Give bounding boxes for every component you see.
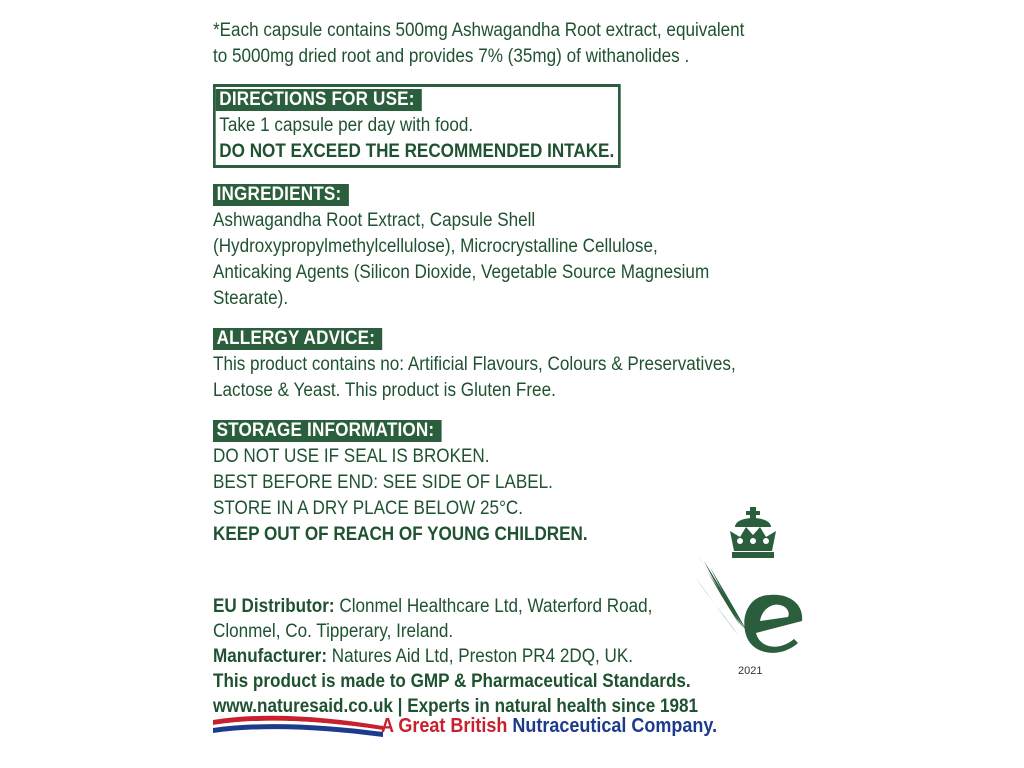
directions-box (213, 84, 621, 168)
eu-distributor-line-2: Clonmel, Co. Tipperary, Ireland. (213, 621, 454, 642)
ingredients-line-2: (Hydroxypropylmethylcellulose), Microcrystalline Cellulose, (213, 236, 658, 257)
manufacturer-value: Natures Aid Ltd, Preston PR4 2DQ, UK. (327, 646, 634, 667)
winged-e-icon (690, 555, 820, 670)
storage-heading: STORAGE INFORMATION: (213, 420, 441, 442)
allergy-heading: ALLERGY ADVICE: (213, 328, 382, 350)
storage-line-2: BEST BEFORE END: SEE SIDE OF LABEL. (213, 472, 553, 493)
storage-section (213, 418, 753, 548)
gmp-statement: This product is made to GMP & Pharmaceutical Standards. (213, 671, 691, 692)
storage-warning: KEEP OUT OF REACH OF YOUNG CHILDREN. (213, 524, 588, 545)
allergy-line-1: This product contains no: Artificial Flavours, Colours & Preservatives, (213, 354, 736, 375)
eu-distributor-label: EU Distributor: (213, 596, 335, 617)
storage-line-1: DO NOT USE IF SEAL IS BROKEN. (213, 446, 490, 467)
directions-warning: DO NOT EXCEED THE RECOMMENDED INTAKE. (219, 141, 615, 162)
manufacturer-line (213, 644, 753, 669)
allergy-line-2: Lactose & Yeast. This product is Gluten Free. (213, 380, 556, 401)
directions-heading: DIRECTIONS FOR USE: (216, 89, 422, 111)
label-text-block (213, 18, 753, 719)
tagline-great-british: A Great British (381, 715, 513, 737)
tagline (213, 714, 773, 742)
company-footer (213, 594, 753, 719)
intro-line-2: to 5000mg dried root and provides 7% (35mg) of withanolides . (213, 46, 690, 67)
tagline-text (381, 715, 717, 738)
eu-distributor-value: Clonmel Healthcare Ltd, Waterford Road, (334, 596, 653, 617)
website-line: www.naturesaid.co.uk | Experts in natural health since 1981 (213, 696, 699, 717)
ingredients-line-3: Anticaking Agents (Silicon Dioxide, Vegetable Source Magnesium (213, 262, 710, 283)
award-year: 2021 (738, 665, 763, 677)
capsule-contents (213, 18, 753, 70)
ingredients-heading: INGREDIENTS: (213, 184, 349, 206)
directions-line-1: Take 1 capsule per day with food. (219, 115, 474, 136)
eu-distributor-line-1 (213, 594, 753, 619)
ingredients-line-1: Ashwagandha Root Extract, Capsule Shell (213, 210, 536, 231)
intro-line-1: *Each capsule contains 500mg Ashwagandha Root extract, equivalent (213, 20, 745, 41)
allergy-section (213, 326, 753, 404)
ingredients-section (213, 182, 753, 312)
tagline-nutraceutical: Nutraceutical Company. (512, 715, 718, 737)
queens-award-emblem (690, 505, 820, 685)
union-flag-swoosh-icon (213, 714, 383, 742)
ingredients-line-4: Stearate). (213, 288, 289, 309)
manufacturer-label: Manufacturer: (213, 646, 328, 667)
storage-line-3: STORE IN A DRY PLACE BELOW 25°C. (213, 498, 524, 519)
